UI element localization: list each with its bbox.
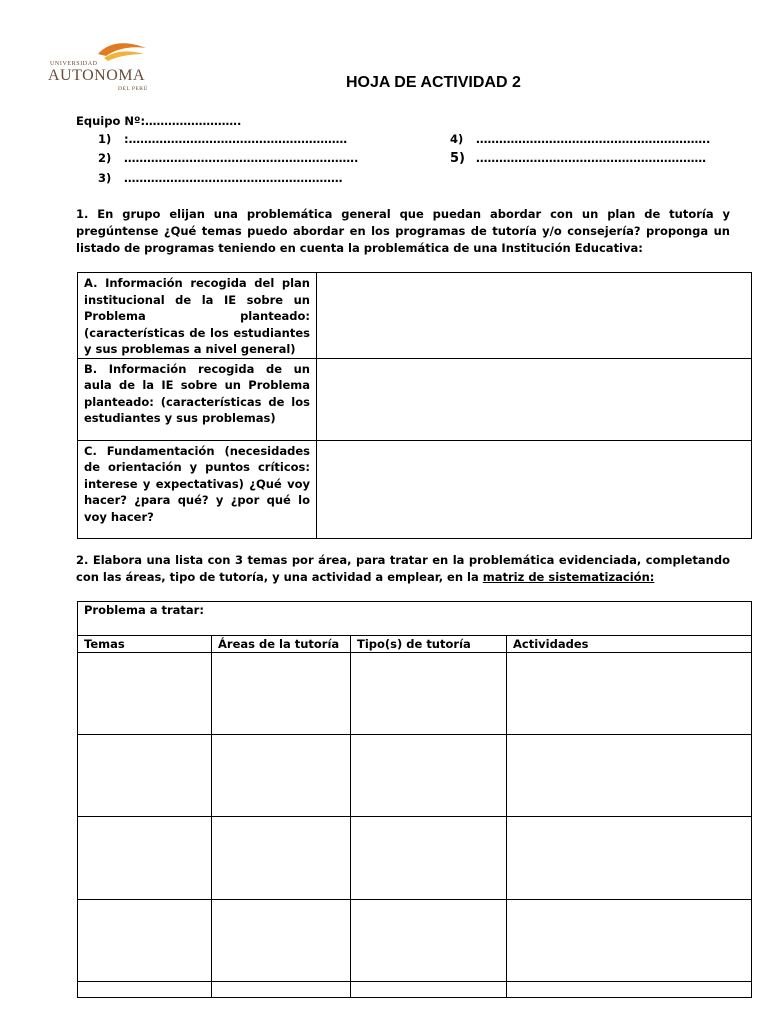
cell-actividades[interactable] — [507, 982, 752, 998]
table-header-row — [78, 636, 752, 653]
row-label-c: C. Fundamentación (necesidades de orientación y puntos críticos: interese y expectativas) ¿Qué voy hacer? ¿para qué? y ¿por qué lo voy hacer? — [78, 440, 317, 538]
table-row — [78, 358, 752, 440]
member-number: 5) — [450, 151, 465, 166]
header-actividades: Actividades — [507, 636, 752, 653]
table-row — [78, 653, 752, 735]
cell-areas[interactable] — [212, 653, 351, 735]
cell-areas[interactable] — [212, 900, 351, 982]
systematization-matrix — [77, 601, 752, 998]
question-1: 1. En grupo elijan una problemática general que puedan abordar con un plan de tutoría y pregúntense ¿Qué temas puedo abordar en los programas de tutoría y/o consejería? proponga un listado de programas teniendo en cuenta la problemática de una Institución Educativa: — [76, 207, 730, 255]
cell-areas[interactable] — [212, 817, 351, 900]
question-2-underlined: matriz de sistematización: — [482, 570, 655, 584]
cell-tipo[interactable] — [351, 653, 507, 735]
cell-tipo[interactable] — [351, 817, 507, 900]
logo-line-1: UNIVERSIDAD — [50, 61, 98, 67]
logo-line-3: DEL PERÚ — [118, 86, 148, 92]
cell-actividades[interactable] — [507, 735, 752, 817]
member-blank: …………………………………………………… — [476, 151, 706, 165]
answer-cell-b[interactable] — [317, 358, 752, 440]
problem-cell[interactable] — [78, 602, 752, 636]
cell-actividades[interactable] — [507, 817, 752, 900]
member-line-1[interactable] — [98, 132, 347, 146]
equipo-label: Equipo Nº:……………………. — [76, 114, 242, 128]
logo-line-2: AUTONOMA — [48, 67, 146, 84]
university-logo — [44, 40, 154, 96]
member-blank: :………………………………………………… — [124, 132, 348, 146]
row-label-a: A. Información recogida del plan institucional de la IE sobre un Problema planteado: (características de los estudiantes y sus problemas a nivel general) — [78, 273, 317, 359]
cell-actividades[interactable] — [507, 653, 752, 735]
table-row — [78, 817, 752, 900]
member-number: 3) — [98, 171, 112, 185]
member-line-4[interactable] — [450, 132, 710, 146]
member-number: 1) — [98, 132, 112, 146]
cell-tipo[interactable] — [351, 982, 507, 998]
header-tipo: Tipo(s) de tutoría — [351, 636, 507, 653]
cell-actividades[interactable] — [507, 900, 752, 982]
member-line-2[interactable] — [98, 151, 358, 165]
member-blank: ………………………………………………… — [124, 171, 343, 185]
member-blank: ……………………………………………………. — [124, 151, 359, 165]
cell-tipo[interactable] — [351, 735, 507, 817]
answer-cell-a[interactable] — [317, 273, 752, 359]
member-number: 2) — [98, 151, 112, 165]
table-row — [78, 602, 752, 636]
cell-areas[interactable] — [212, 982, 351, 998]
table-row — [78, 273, 752, 359]
member-line-5[interactable] — [450, 151, 706, 166]
answer-cell-c[interactable] — [317, 440, 752, 538]
header-areas: Áreas de la tutoría — [212, 636, 351, 653]
cell-areas[interactable] — [212, 735, 351, 817]
question-2-text: 2. Elabora una lista con 3 temas por área, para tratar en la problemática evidenciada, completando con las áreas, tipo de tutoría, y una actividad a emplear, en la — [76, 553, 730, 584]
row-label-b: B. Información recogida de un aula de la IE sobre un Problema planteado: (características de los estudiantes y sus problemas) — [78, 358, 317, 440]
table-row — [78, 982, 752, 998]
page-title: HOJA DE ACTIVIDAD 2 — [346, 74, 521, 91]
problem-label: Problema a tratar: — [84, 603, 204, 617]
table-row — [78, 900, 752, 982]
cell-temas[interactable] — [78, 982, 212, 998]
question-2 — [76, 552, 730, 586]
info-table — [77, 272, 752, 539]
cell-temas[interactable] — [78, 653, 212, 735]
table-row — [78, 440, 752, 538]
cell-temas[interactable] — [78, 817, 212, 900]
cell-temas[interactable] — [78, 900, 212, 982]
cell-tipo[interactable] — [351, 900, 507, 982]
header-temas: Temas — [78, 636, 212, 653]
member-blank: ……………………………………………………. — [476, 132, 711, 146]
member-line-3[interactable] — [98, 171, 343, 185]
logo-swoosh-icon — [96, 40, 148, 62]
member-number: 4) — [450, 132, 464, 146]
table-row — [78, 735, 752, 817]
cell-temas[interactable] — [78, 735, 212, 817]
